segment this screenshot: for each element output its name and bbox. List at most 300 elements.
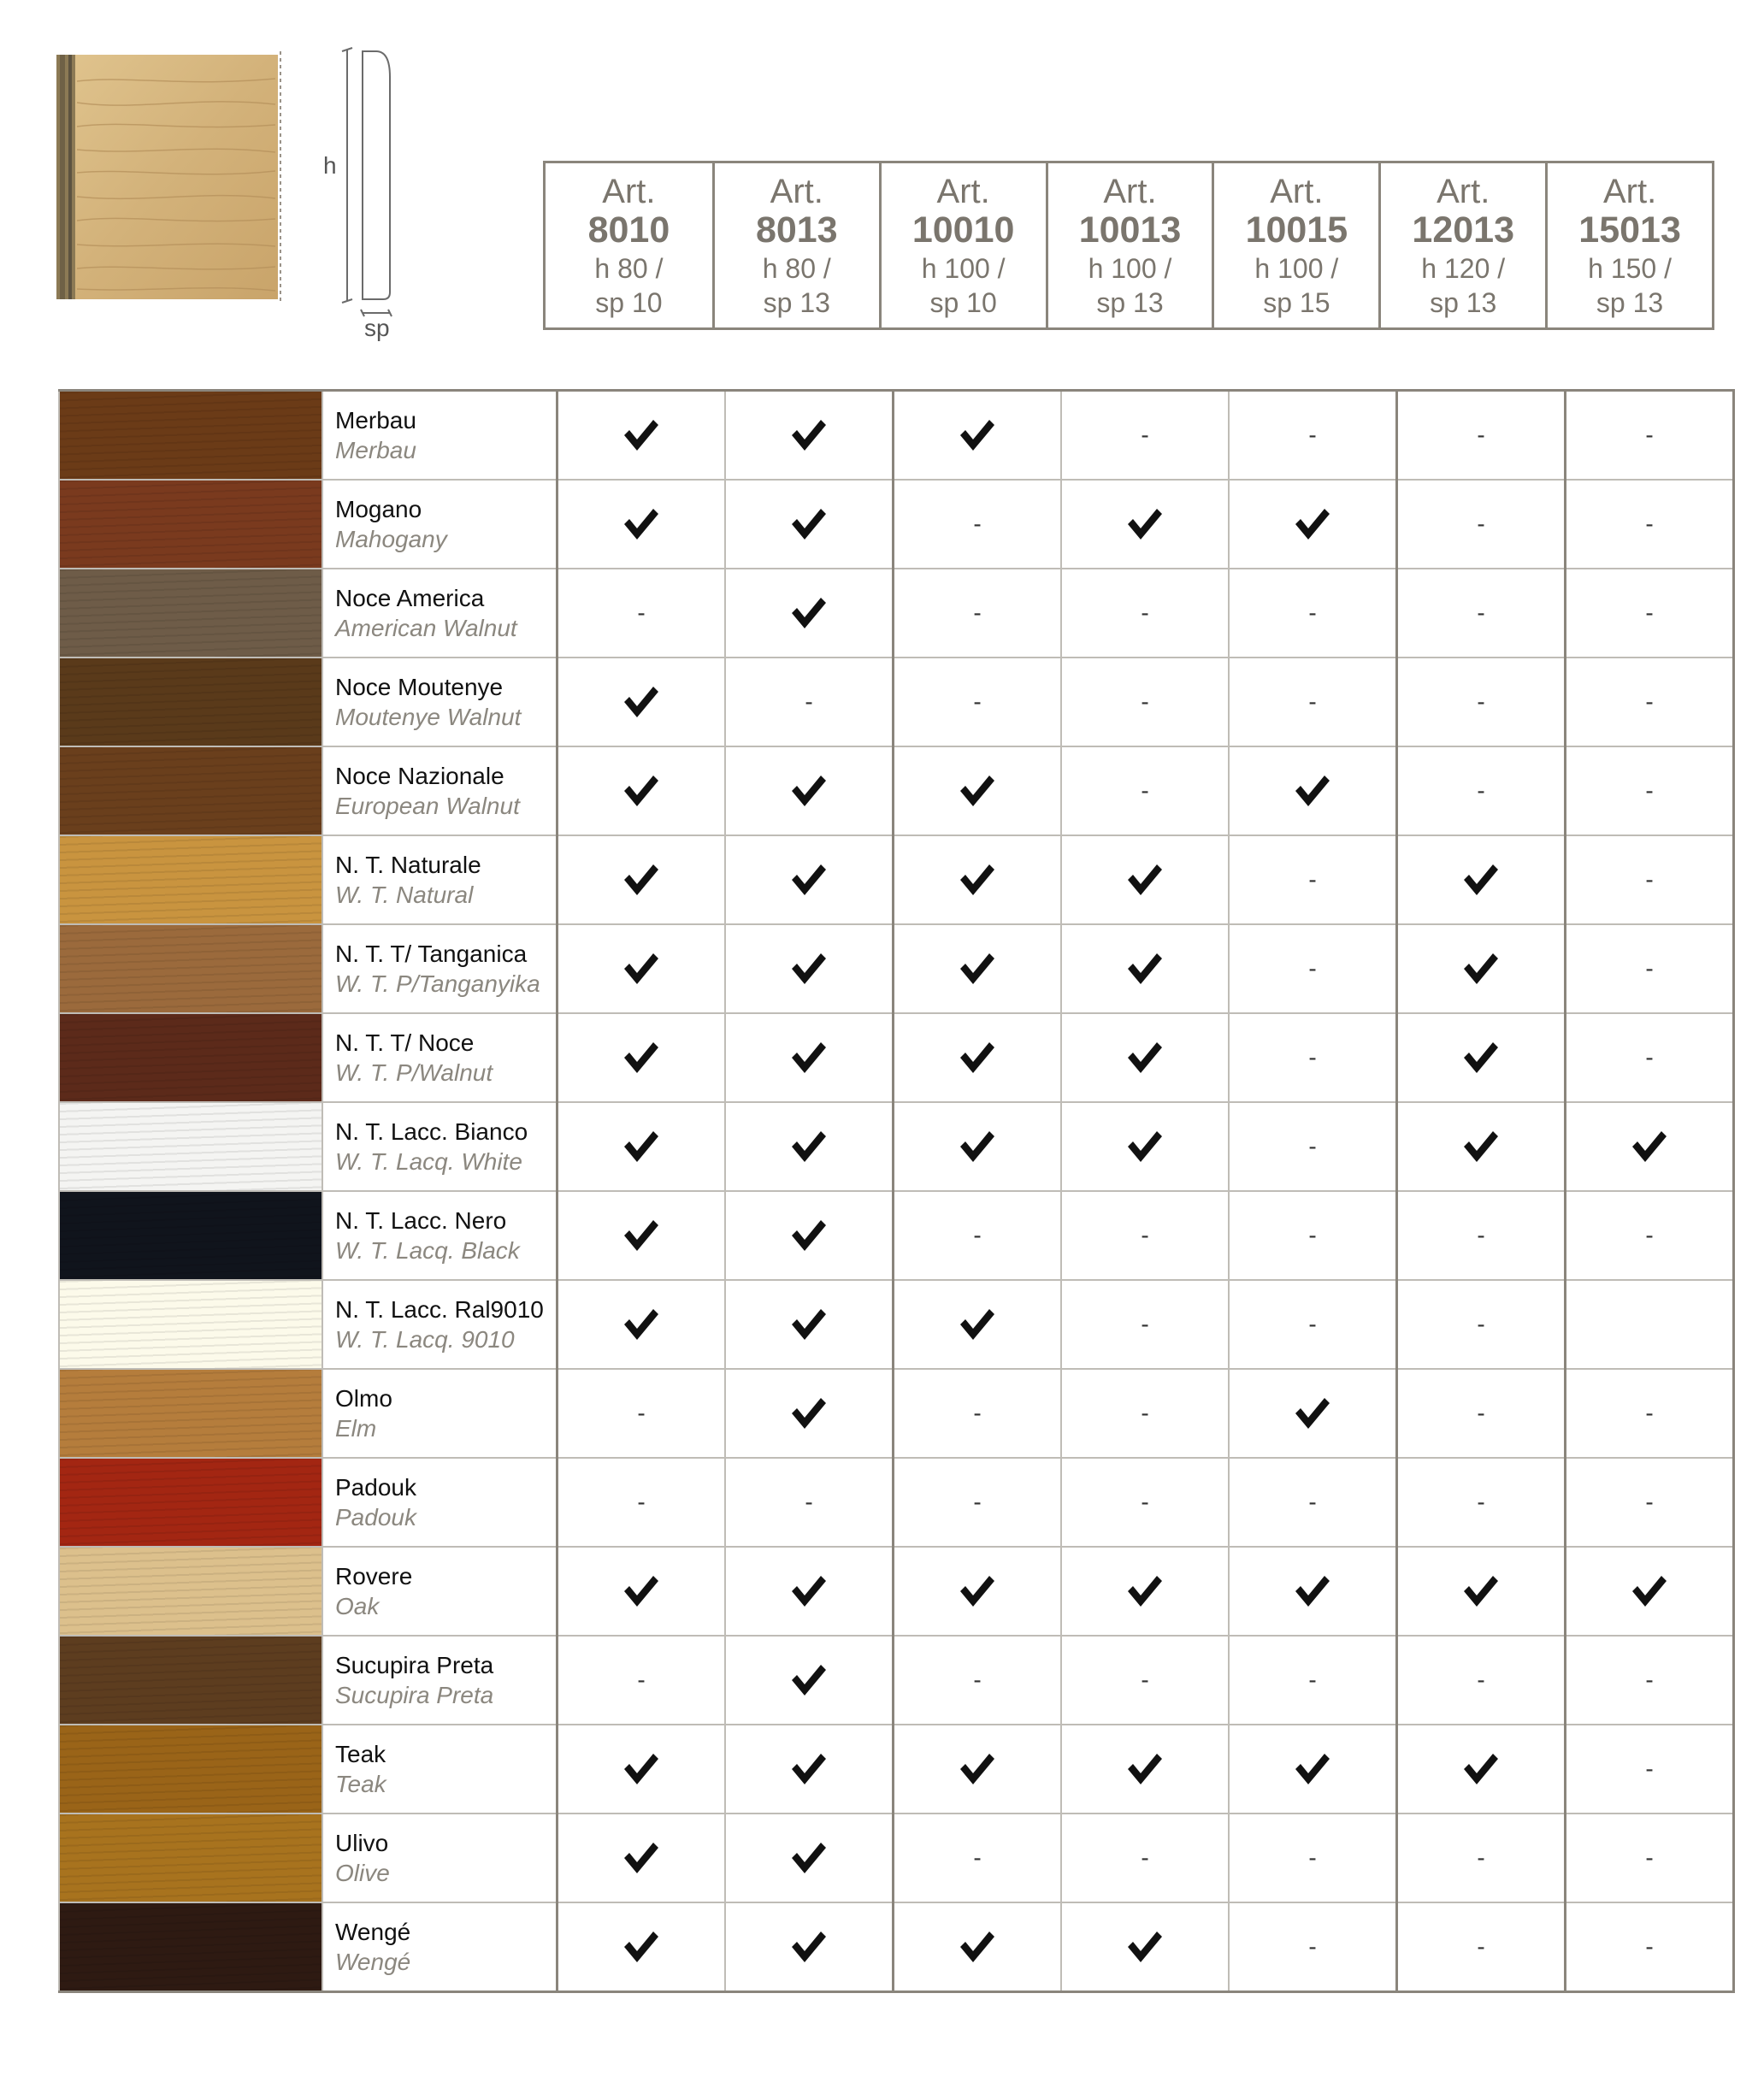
not-available-dash xyxy=(894,1369,1062,1458)
available-check-icon xyxy=(558,835,726,924)
article-column-header xyxy=(1545,163,1712,327)
not-available-dash xyxy=(894,1458,1062,1547)
available-check-icon xyxy=(1061,924,1229,1013)
finish-swatch xyxy=(59,480,322,569)
not-available-dash xyxy=(558,1369,726,1458)
finish-name-english: Mahogany xyxy=(335,526,447,552)
not-available-dash xyxy=(1229,569,1397,658)
article-thickness: sp 13 xyxy=(1596,286,1664,318)
dash-mark: - xyxy=(1141,1400,1149,1426)
dash-mark: - xyxy=(637,599,646,626)
finish-name-italian: Sucupira Preta xyxy=(335,1652,494,1678)
available-check-icon xyxy=(1229,1547,1397,1636)
finish-row xyxy=(59,658,1734,746)
available-check-icon xyxy=(1229,1369,1397,1458)
not-available-dash xyxy=(1566,1814,1734,1902)
finish-name-italian: Ulivo xyxy=(335,1830,389,1856)
available-check-icon xyxy=(725,391,894,481)
dash-mark: - xyxy=(1308,1844,1317,1871)
dash-mark: - xyxy=(1645,1933,1654,1960)
available-check-icon xyxy=(894,924,1062,1013)
dash-mark: - xyxy=(1477,777,1485,804)
not-available-dash xyxy=(1229,1814,1397,1902)
article-column-header xyxy=(879,163,1046,327)
not-available-dash xyxy=(1566,658,1734,746)
dash-mark: - xyxy=(637,1666,646,1693)
available-check-icon xyxy=(558,746,726,835)
empty-cell xyxy=(1566,1280,1734,1369)
available-check-icon xyxy=(725,1725,894,1814)
article-code: 10015 xyxy=(1245,209,1348,251)
available-check-icon xyxy=(1397,835,1566,924)
available-check-icon xyxy=(725,1280,894,1369)
not-available-dash xyxy=(1397,1191,1566,1280)
available-check-icon xyxy=(558,391,726,481)
article-column-header xyxy=(546,163,712,327)
finish-name-cell xyxy=(322,1369,558,1458)
not-available-dash xyxy=(1566,1458,1734,1547)
dash-mark: - xyxy=(1477,1933,1485,1960)
finish-name-italian: Padouk xyxy=(335,1474,416,1501)
dash-mark: - xyxy=(1477,599,1485,626)
not-available-dash xyxy=(894,480,1062,569)
article-code: 12013 xyxy=(1412,209,1514,251)
finish-name-english: Sucupira Preta xyxy=(335,1682,494,1708)
finish-swatch xyxy=(59,924,322,1013)
not-available-dash xyxy=(1566,835,1734,924)
dash-mark: - xyxy=(1477,688,1485,715)
finish-swatch xyxy=(59,1013,322,1102)
available-check-icon xyxy=(1061,1902,1229,1992)
not-available-dash xyxy=(1229,658,1397,746)
dash-mark: - xyxy=(1308,955,1317,982)
dash-mark: - xyxy=(973,510,982,537)
not-available-dash xyxy=(1229,1102,1397,1191)
finish-name-english: W. T. Lacq. Black xyxy=(335,1237,520,1264)
article-column-header xyxy=(1378,163,1545,327)
not-available-dash xyxy=(725,658,894,746)
article-height: h 100 / xyxy=(1088,252,1172,284)
article-height: h 80 / xyxy=(594,252,664,284)
article-height: h 150 / xyxy=(1588,252,1672,284)
finish-row xyxy=(59,1636,1734,1725)
finish-name-italian: N. T. Lacc. Bianco xyxy=(335,1118,528,1145)
available-check-icon xyxy=(725,1902,894,1992)
finish-name-english: Teak xyxy=(335,1771,386,1797)
dash-mark: - xyxy=(1645,1222,1654,1248)
dash-mark: - xyxy=(1477,1222,1485,1248)
article-height: h 80 / xyxy=(762,252,831,284)
available-check-icon xyxy=(725,1636,894,1725)
finish-name-cell xyxy=(322,569,558,658)
finish-name-cell xyxy=(322,746,558,835)
dash-mark: - xyxy=(1645,510,1654,537)
dash-mark: - xyxy=(1141,599,1149,626)
available-check-icon xyxy=(1061,1547,1229,1636)
finish-name-italian: N. T. Lacc. Ral9010 xyxy=(335,1296,544,1323)
finish-row xyxy=(59,1902,1734,1992)
article-code: 10013 xyxy=(1078,209,1182,251)
not-available-dash xyxy=(1229,835,1397,924)
dash-mark: - xyxy=(1645,1755,1654,1782)
dash-mark: - xyxy=(1308,1311,1317,1337)
not-available-dash xyxy=(1061,1280,1229,1369)
available-check-icon xyxy=(558,1725,726,1814)
article-header xyxy=(543,161,1714,330)
finish-name-english: Merbau xyxy=(335,437,416,463)
not-available-dash xyxy=(1397,480,1566,569)
not-available-dash xyxy=(1566,1191,1734,1280)
available-check-icon xyxy=(894,1547,1062,1636)
finish-name-cell xyxy=(322,1814,558,1902)
not-available-dash xyxy=(1397,1902,1566,1992)
not-available-dash xyxy=(1061,1458,1229,1547)
dash-mark: - xyxy=(805,688,813,715)
finish-name-cell xyxy=(322,1280,558,1369)
article-label: Art. xyxy=(936,172,990,210)
not-available-dash xyxy=(1566,924,1734,1013)
dash-mark: - xyxy=(1477,422,1485,448)
finish-row xyxy=(59,1280,1734,1369)
dash-mark: - xyxy=(1645,1489,1654,1515)
dash-mark: - xyxy=(1141,1844,1149,1871)
dash-mark: - xyxy=(1645,955,1654,982)
available-check-icon xyxy=(894,1280,1062,1369)
finish-row xyxy=(59,746,1734,835)
finish-swatch xyxy=(59,1102,322,1191)
finish-name-english: W. T. P/Tanganyika xyxy=(335,970,540,997)
available-check-icon xyxy=(725,480,894,569)
finish-name-english: W. T. Lacq. 9010 xyxy=(335,1326,515,1353)
dash-mark: - xyxy=(1645,1844,1654,1871)
finish-name-italian: Mogano xyxy=(335,496,422,522)
finish-row xyxy=(59,1814,1734,1902)
not-available-dash xyxy=(1229,1902,1397,1992)
finish-row xyxy=(59,1725,1734,1814)
not-available-dash xyxy=(1061,569,1229,658)
available-check-icon xyxy=(1061,480,1229,569)
available-check-icon xyxy=(558,1902,726,1992)
finish-name-cell xyxy=(322,1725,558,1814)
finish-swatch xyxy=(59,1191,322,1280)
not-available-dash xyxy=(1397,1280,1566,1369)
finish-swatch xyxy=(59,1725,322,1814)
finish-name-italian: Merbau xyxy=(335,407,416,433)
dash-mark: - xyxy=(1477,1311,1485,1337)
finish-name-italian: Wengé xyxy=(335,1919,411,1945)
not-available-dash xyxy=(1229,1280,1397,1369)
finish-name-english: Oak xyxy=(335,1593,380,1619)
dash-mark: - xyxy=(1477,510,1485,537)
dash-mark: - xyxy=(637,1489,646,1515)
not-available-dash xyxy=(1229,1013,1397,1102)
finish-swatch xyxy=(59,1280,322,1369)
not-available-dash xyxy=(1061,1369,1229,1458)
available-check-icon xyxy=(725,1814,894,1902)
available-check-icon xyxy=(558,1013,726,1102)
not-available-dash xyxy=(1397,1636,1566,1725)
not-available-dash xyxy=(1566,569,1734,658)
article-thickness: sp 15 xyxy=(1263,286,1330,318)
available-check-icon xyxy=(558,658,726,746)
dash-mark: - xyxy=(1141,688,1149,715)
available-check-icon xyxy=(894,391,1062,481)
dash-mark: - xyxy=(1645,1044,1654,1070)
available-check-icon xyxy=(558,924,726,1013)
not-available-dash xyxy=(894,658,1062,746)
available-check-icon xyxy=(894,1013,1062,1102)
not-available-dash xyxy=(1566,1013,1734,1102)
not-available-dash xyxy=(725,1458,894,1547)
finish-name-italian: Noce America xyxy=(335,585,485,611)
profile-section-diagram xyxy=(342,48,392,316)
available-check-icon xyxy=(1566,1102,1734,1191)
not-available-dash xyxy=(1061,1191,1229,1280)
finish-name-italian: Olmo xyxy=(335,1385,392,1412)
available-check-icon xyxy=(1061,1102,1229,1191)
article-thickness: sp 13 xyxy=(1430,286,1497,318)
article-height: h 100 / xyxy=(921,252,1006,284)
finish-name-cell xyxy=(322,1458,558,1547)
finish-row xyxy=(59,1191,1734,1280)
dash-mark: - xyxy=(973,1844,982,1871)
dash-mark: - xyxy=(1477,1844,1485,1871)
available-check-icon xyxy=(725,1547,894,1636)
dash-mark: - xyxy=(1645,1400,1654,1426)
article-thickness: sp 13 xyxy=(763,286,830,318)
dash-mark: - xyxy=(1308,1933,1317,1960)
dash-mark: - xyxy=(805,1489,813,1515)
dash-mark: - xyxy=(1141,1222,1149,1248)
not-available-dash xyxy=(894,569,1062,658)
available-check-icon xyxy=(1566,1547,1734,1636)
not-available-dash xyxy=(1061,1814,1229,1902)
not-available-dash xyxy=(558,1636,726,1725)
available-check-icon xyxy=(558,1102,726,1191)
available-check-icon xyxy=(558,1547,726,1636)
finish-row xyxy=(59,1102,1734,1191)
finish-name-english: Elm xyxy=(335,1415,377,1442)
not-available-dash xyxy=(894,1814,1062,1902)
finish-name-english: European Walnut xyxy=(335,793,520,819)
article-label: Art. xyxy=(602,172,656,210)
finish-swatch xyxy=(59,1636,322,1725)
finish-name-english: W. T. Lacq. White xyxy=(335,1148,522,1175)
not-available-dash xyxy=(1229,1458,1397,1547)
dash-mark: - xyxy=(973,688,982,715)
not-available-dash xyxy=(1061,1636,1229,1725)
finish-name-cell xyxy=(322,480,558,569)
finish-name-english: Moutenye Walnut xyxy=(335,704,522,730)
finish-row xyxy=(59,924,1734,1013)
finish-swatch xyxy=(59,1902,322,1992)
finish-name-cell xyxy=(322,1102,558,1191)
dash-mark: - xyxy=(973,1666,982,1693)
finish-swatch xyxy=(59,569,322,658)
available-check-icon xyxy=(894,1102,1062,1191)
finish-row xyxy=(59,1547,1734,1636)
article-code: 8013 xyxy=(755,209,838,251)
finish-name-cell xyxy=(322,1902,558,1992)
dash-mark: - xyxy=(1477,1400,1485,1426)
available-check-icon xyxy=(725,835,894,924)
not-available-dash xyxy=(1566,1369,1734,1458)
not-available-dash xyxy=(1229,924,1397,1013)
not-available-dash xyxy=(1566,480,1734,569)
dash-mark: - xyxy=(1308,599,1317,626)
available-check-icon xyxy=(558,1814,726,1902)
dash-mark: - xyxy=(1308,1666,1317,1693)
finish-row xyxy=(59,480,1734,569)
finish-name-cell xyxy=(322,1191,558,1280)
not-available-dash xyxy=(1566,1902,1734,1992)
dash-mark: - xyxy=(1477,1489,1485,1515)
not-available-dash xyxy=(1397,658,1566,746)
article-column-header xyxy=(1212,163,1378,327)
not-available-dash xyxy=(1397,746,1566,835)
article-label: Art. xyxy=(770,172,823,210)
available-check-icon xyxy=(1061,1013,1229,1102)
dash-mark: - xyxy=(1645,1666,1654,1693)
not-available-dash xyxy=(894,1636,1062,1725)
dash-mark: - xyxy=(1645,599,1654,626)
finish-name-italian: N. T. Lacc. Nero xyxy=(335,1207,507,1234)
finish-name-cell xyxy=(322,1547,558,1636)
not-available-dash xyxy=(1566,1725,1734,1814)
available-check-icon xyxy=(558,1280,726,1369)
not-available-dash xyxy=(1566,746,1734,835)
available-check-icon xyxy=(725,1191,894,1280)
dash-mark: - xyxy=(973,1400,982,1426)
not-available-dash xyxy=(1061,658,1229,746)
dash-mark: - xyxy=(1308,1044,1317,1070)
article-label: Art. xyxy=(1103,172,1157,210)
article-label: Art. xyxy=(1437,172,1490,210)
finish-name-english: W. T. P/Walnut xyxy=(335,1059,493,1086)
article-column-header xyxy=(1046,163,1212,327)
available-check-icon xyxy=(1397,1725,1566,1814)
dash-mark: - xyxy=(973,1222,982,1248)
finish-row xyxy=(59,391,1734,481)
not-available-dash xyxy=(1061,746,1229,835)
dash-mark: - xyxy=(1141,1311,1149,1337)
dash-mark: - xyxy=(973,1489,982,1515)
finish-row xyxy=(59,1369,1734,1458)
dash-mark: - xyxy=(1308,422,1317,448)
finish-name-italian: N. T. T/ Noce xyxy=(335,1029,475,1056)
available-check-icon xyxy=(1397,1102,1566,1191)
article-thickness: sp 10 xyxy=(595,286,663,318)
finish-name-cell xyxy=(322,391,558,481)
finish-name-italian: Noce Nazionale xyxy=(335,763,504,789)
not-available-dash xyxy=(1397,391,1566,481)
finish-name-english: W. T. Natural xyxy=(335,882,474,908)
finish-swatch xyxy=(59,1458,322,1547)
available-check-icon xyxy=(1061,835,1229,924)
finish-name-italian: Rovere xyxy=(335,1563,413,1589)
available-check-icon xyxy=(894,746,1062,835)
finish-name-italian: Noce Moutenye xyxy=(335,674,504,700)
not-available-dash xyxy=(1397,1458,1566,1547)
available-check-icon xyxy=(558,480,726,569)
dash-mark: - xyxy=(1645,777,1654,804)
finish-row xyxy=(59,1013,1734,1102)
not-available-dash xyxy=(1566,391,1734,481)
finish-name-italian: Teak xyxy=(335,1741,386,1767)
available-check-icon xyxy=(1061,1725,1229,1814)
dash-mark: - xyxy=(1645,688,1654,715)
finish-name-english: American Walnut xyxy=(335,615,517,641)
height-label: h xyxy=(323,152,337,179)
not-available-dash xyxy=(1229,391,1397,481)
not-available-dash xyxy=(1397,569,1566,658)
article-height: h 120 / xyxy=(1421,252,1506,284)
article-code: 15013 xyxy=(1578,209,1681,251)
not-available-dash xyxy=(1397,1369,1566,1458)
available-check-icon xyxy=(558,1191,726,1280)
finish-swatch xyxy=(59,746,322,835)
finish-row xyxy=(59,569,1734,658)
not-available-dash xyxy=(1061,391,1229,481)
available-check-icon xyxy=(894,1725,1062,1814)
finish-name-cell xyxy=(322,1636,558,1725)
dash-mark: - xyxy=(1645,422,1654,448)
article-code: 10010 xyxy=(911,209,1015,251)
available-check-icon xyxy=(725,1013,894,1102)
finish-name-cell xyxy=(322,835,558,924)
finish-swatch xyxy=(59,835,322,924)
finish-name-cell xyxy=(322,924,558,1013)
dash-mark: - xyxy=(973,599,982,626)
not-available-dash xyxy=(1397,1814,1566,1902)
available-check-icon xyxy=(894,1902,1062,1992)
not-available-dash xyxy=(1566,1636,1734,1725)
not-available-dash xyxy=(558,1458,726,1547)
finish-swatch xyxy=(59,1547,322,1636)
finish-name-cell xyxy=(322,1013,558,1102)
available-check-icon xyxy=(725,924,894,1013)
dash-mark: - xyxy=(1308,688,1317,715)
article-code: 8010 xyxy=(587,209,670,251)
dash-mark: - xyxy=(1645,866,1654,893)
available-check-icon xyxy=(725,569,894,658)
not-available-dash xyxy=(1229,1191,1397,1280)
product-illustration xyxy=(51,43,419,359)
available-check-icon xyxy=(725,1369,894,1458)
available-check-icon xyxy=(1397,1013,1566,1102)
available-check-icon xyxy=(1229,1725,1397,1814)
not-available-dash xyxy=(558,569,726,658)
available-check-icon xyxy=(1397,924,1566,1013)
finish-row xyxy=(59,835,1734,924)
finish-name-english: Padouk xyxy=(335,1504,416,1530)
dash-mark: - xyxy=(1477,1666,1485,1693)
dash-mark: - xyxy=(1141,1666,1149,1693)
dash-mark: - xyxy=(1141,777,1149,804)
available-check-icon xyxy=(725,1102,894,1191)
available-check-icon xyxy=(1229,480,1397,569)
skirting-board-image xyxy=(56,51,280,303)
available-check-icon xyxy=(894,835,1062,924)
dash-mark: - xyxy=(1308,1222,1317,1248)
thickness-label: sp xyxy=(364,315,390,341)
finish-name-english: Olive xyxy=(335,1860,390,1886)
finish-swatch xyxy=(59,658,322,746)
finish-swatch xyxy=(59,1369,322,1458)
available-check-icon xyxy=(1397,1547,1566,1636)
finish-name-english: Wengé xyxy=(335,1949,411,1975)
dash-mark: - xyxy=(637,1400,646,1426)
